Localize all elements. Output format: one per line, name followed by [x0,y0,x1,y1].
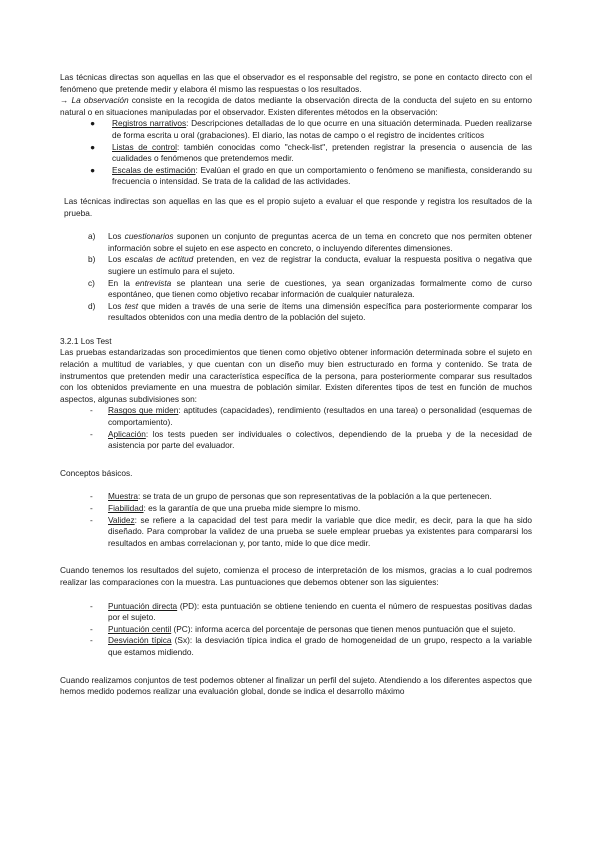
dash-marker: - [90,428,93,439]
list-item [60,624,532,636]
list-text: (PC): informa acerca del porcentaje de personas que tienen menos puntuación que el sujeto. [171,623,516,634]
list-text: (PD): esta puntuación se obtiene teniendo en cuenta el número de respuestas positivas dadas por el sujeto. [108,600,532,623]
indirect-techniques-list [60,231,532,324]
list-item [60,515,532,550]
list-text: : Evalúan el grado en que un comportamiento o fenómeno se manifiesta, considerando su frecuencia o intensidad. Se trata de la calidad de las actividades. [112,164,532,187]
term-observation: La observación [71,95,129,106]
list-text: pretenden, en vez de registrar la conducta, evaluar la respuesta positiva o negativa que sugiere un estímulo para el sujeto. [108,254,533,276]
list-term: Rasgos que miden [108,405,179,416]
list-prefix: Los [108,231,125,242]
list-term: Validez [108,514,135,525]
list-text: se plantean una serie de cuestiones, ya sean organizadas formalmente como de curso espontáneo, que tienen como objetivo recabar información de cualquier naturaleza. [108,277,532,300]
list-term: test [124,300,139,311]
list-item [60,503,532,515]
list-text: (Sx): la desviación típica indica el grado de homogeneidad de un grupo, respecto a la variable que estamos midiendo. [108,635,532,657]
document-page [60,72,532,698]
test-types-list [60,405,532,451]
paragraph-direct-techniques: Las técnicas directas son aquellas en las que el observador es el responsable del registro, se pone en contacto directo con el fenómeno que pretende medir y elabora él mismo las respuestas o los resultados. [60,72,532,94]
list-prefix: Los [108,254,125,265]
list-marker: a) [88,231,96,242]
list-term: Puntuación centil [108,623,172,634]
dash-marker: - [90,514,93,525]
list-item [60,254,532,277]
list-item [60,118,532,141]
list-item [60,405,532,428]
concepts-list [60,491,532,549]
list-text: : aptitudes (capacidades), rendimiento (resultados en una tarea) o personalidad (esquemas de comportamiento). [108,405,532,428]
list-marker: b) [88,254,96,265]
list-item [60,601,532,624]
basics-heading: Conceptos básicos. [60,467,133,478]
paragraph-standardized-tests: Las pruebas estandarizadas son procedimientos que tienen como objetivo obtener información determinada sobre el sujeto en relación a multitud de variables, y que cuentan con un diseño muy bien estructurado en forma y contenido. Se trata de instrumentos que pretenden medir una característica específica de la persona, para posteriormente comparar sus resultados con los obtenidos previamente en una muestra de población similar. Existen diferentes tipos de test en función de muchos aspectos, algunas subdivisiones son: [60,347,532,404]
bullet-icon: ● [90,118,96,129]
list-term: Registros narrativos [112,118,187,129]
list-text: : también conocidas como "check-list", pretenden registrar la presencia o ausencia de las cualidades o fenómenos que pretendemos medir. [112,141,533,164]
list-text: suponen un conjunto de preguntas acerca de un tema en concreto que nos permiten obtener información sobre el sujeto en ese aspecto en concreto, o incluyendo diferentes dimensiones. [108,231,532,253]
list-term: escalas de actitud [124,254,194,265]
list-item [60,231,532,254]
list-text: : se trata de un grupo de personas que son representativas de la población a la que pertenecen. [137,491,492,502]
list-text: : se refiere a la capacidad del test para medir la variable que dice medir, es decir, para la que ha sido diseñado. Para comprobar la validez de una prueba se suele emplear pruebas ya existentes para compararsi los resultados en ambas correlacionan y, por tanto, mide lo que dice medir. [108,514,532,548]
list-term: Escalas de estimación [112,164,196,175]
list-term: Muestra [108,491,138,502]
paragraph-interpretation: Cuando tenemos los resultados del sujeto, comienza el proceso de interpretación de los mismos, gracias a lo cual podremos realizar las comparaciones con la muestra. Las puntuaciones que debemos obtener son las siguientes: [60,565,532,587]
bullet-icon: ● [90,164,96,175]
list-text: que miden a través de una serie de ítems una dimensión específica para posteriormente comparar los resultados obtenidos con una media dentro de la población del sujeto. [108,300,532,323]
list-term: entrevista [135,277,172,288]
list-term: Listas de control [112,141,177,152]
paragraph-profile: Cuando realizamos conjuntos de test podemos obtener al finalizar un perfil del sujeto. Atendiendo a los diferentes aspectos que hemos medido podemos realizar una evaluación global, donde se indica el desarrollo máximo [60,674,532,697]
list-item [60,635,532,658]
list-term: cuestionarios [124,231,174,242]
list-item [60,278,532,301]
observation-text: consiste en la recogida de datos mediante la observación directa de la conducta del sujeto en su entorno natural o en situaciones manipuladas por el observador. Existen diferentes métodos en la observación: [60,95,532,117]
list-term: Fiabilidad [108,503,144,513]
section-heading: 3.2.1 Los Test [60,335,112,346]
list-item [60,142,532,165]
list-prefix: En la [108,277,136,288]
list-marker: c) [88,277,95,288]
list-item [60,165,532,188]
bullet-icon: ● [90,141,96,152]
list-marker: d) [88,300,96,311]
dash-marker: - [90,635,93,646]
paragraph-observation [60,95,532,118]
observation-methods-list [60,118,532,188]
list-item [60,429,532,452]
list-text: : los tests pueden ser individuales o colectivos, dependiendo de la prueba y de la necesidad de asistencia por parte del evaluador. [108,428,532,451]
dash-marker: - [90,600,93,611]
scores-list [60,601,532,659]
list-item [60,491,532,503]
list-item [60,301,532,324]
dash-marker: - [90,405,93,416]
list-text: : Descripciones detalladas de lo que ocurre en una situación determinada. Pueden realizarse de forma escrita u oral (grabaciones). El diario, las notas de campo o el registro de incidentes críticos [112,118,533,140]
paragraph-indirect-techniques: Las técnicas indirectas son aquellas en las que es el propio sujeto a evaluar el que responde y registra los resultados de la prueba. [64,195,532,218]
list-term: Desviación típica [108,635,172,646]
list-term: Aplicación [108,428,146,439]
dash-marker: - [90,491,93,502]
arrow-symbol: → [60,95,69,106]
list-text: : es la garantía de que una prueba mide siempre lo mismo. [143,503,361,513]
dash-marker: - [90,503,93,513]
list-term: Puntuación directa [108,600,178,611]
dash-marker: - [90,623,93,634]
list-prefix: Los [108,300,125,311]
